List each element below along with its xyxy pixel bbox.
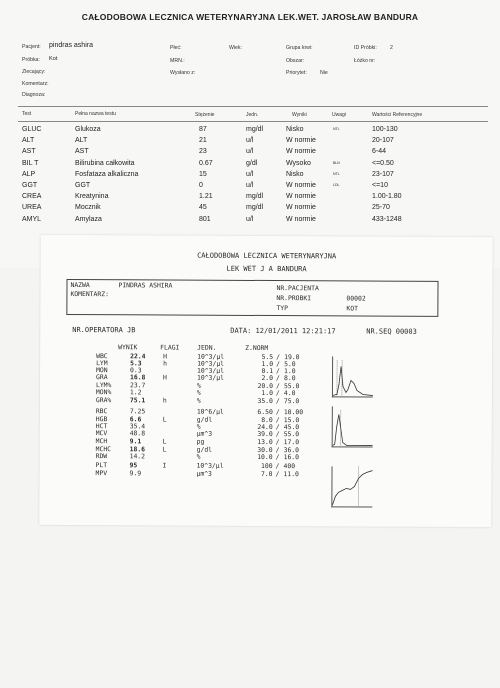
hem-flag: L — [162, 415, 167, 424]
chemistry-report-sheet — [0, 0, 500, 268]
chem-cell-conc: 15 — [199, 170, 207, 178]
hem-result: 5.3 — [130, 359, 142, 368]
hem-norm-low: 30.0 — [257, 445, 273, 455]
hem-param-name: LYM — [96, 359, 108, 368]
priorytet-label: Priorytet: — [286, 70, 307, 76]
hem-unit: 10^3/µl — [197, 352, 225, 361]
chem-cell-test: AST — [22, 148, 36, 156]
table-top-rule — [18, 106, 488, 107]
zlecajacy-label: Zlecający: — [22, 69, 46, 75]
hem-unit: 10^3/µl — [197, 359, 225, 368]
hem-result: 35.4 — [129, 422, 146, 431]
hem-result: 23.7 — [129, 381, 146, 390]
hem-norm-low: 5.5 — [261, 352, 274, 362]
nr-pacjenta-label: NR.PACJENTA — [276, 284, 319, 293]
hem-flag: H — [162, 373, 167, 382]
hem-flag: H — [163, 352, 168, 361]
hem-norm-sep: / — [275, 430, 280, 439]
chem-cell-name: Glukoza — [75, 126, 101, 133]
chem-cell-note: BLN — [333, 160, 340, 165]
hem-norm-sep: / — [275, 470, 280, 479]
chem-cell-result: Nisko — [286, 126, 304, 133]
hem-unit: % — [196, 381, 201, 390]
hem-norm-low: 100 — [260, 461, 273, 471]
hem-norm-high: 15.0 — [283, 416, 300, 425]
chem-cell-name: Amylaza — [75, 215, 102, 223]
hem-norm-sep: / — [275, 446, 280, 455]
hem-norm-sep: / — [275, 438, 280, 447]
pacjent-label: Pacjent: — [22, 44, 41, 50]
lozko-label: Łóżko nr: — [354, 58, 376, 64]
chem-cell-name: Bilirubina całkowita — [75, 159, 135, 167]
hem-param-name: WBC — [96, 352, 108, 361]
hem-norm-high: 17.0 — [283, 438, 300, 447]
hem-unit: % — [196, 452, 201, 461]
chem-cell-test: GLUC — [22, 126, 42, 133]
hem-param-name: LYM% — [95, 381, 112, 390]
hem-norm-sep: / — [275, 423, 280, 432]
hem-unit: 10^3/µl — [196, 373, 224, 382]
hem-col-jedn: JEDN. — [197, 343, 217, 352]
hem-norm-low: 24.0 — [257, 422, 273, 432]
hem-norm-low: 13.0 — [257, 437, 273, 447]
hem-unit: 10^3/µl — [196, 461, 224, 470]
chem-cell-test: GGT — [22, 182, 38, 189]
chem-cell-ref: 100-130 — [372, 126, 398, 133]
col-header-unit: Jedn. — [246, 112, 259, 118]
chem-cell-test: ALT — [22, 137, 35, 145]
hem-unit: 10^6/µl — [196, 407, 224, 416]
hem-result: 7.25 — [129, 407, 146, 416]
obszar-label: Obszar: — [286, 58, 305, 64]
chem-cell-conc: 45 — [199, 204, 207, 212]
hem-norm-high: 55.0 — [283, 430, 300, 439]
chem-cell-note: NTL — [333, 127, 340, 131]
wyslano-label: Wysłano z: — [170, 70, 196, 76]
hem-col-znorm: Z.NORM — [245, 343, 269, 353]
chem-cell-conc: 0.67 — [199, 159, 213, 167]
chem-cell-unit: u/l — [246, 148, 254, 156]
hem-norm-high: 11.0 — [283, 470, 299, 479]
hem-param-name: MON — [96, 366, 108, 375]
id-probki-label: ID Próbki: — [354, 45, 377, 51]
hem-norm-sep: / — [275, 416, 280, 425]
printout-title-2: LEK WET J A BANDURA — [226, 264, 307, 274]
hem-param-name: HCT — [95, 422, 108, 431]
hem-norm-sep: / — [275, 462, 280, 471]
nazwa-value: PINDRAS ASHIRA — [118, 281, 173, 290]
hem-result: 22.4 — [130, 352, 146, 361]
col-header-note: Uwagi — [332, 112, 346, 118]
chem-cell-result: W normie — [286, 204, 316, 212]
hem-norm-high: 45.0 — [283, 423, 300, 432]
hem-result: 18.6 — [129, 445, 146, 454]
col-header-test: Test — [22, 111, 32, 117]
chem-cell-name: Fosfataza alkaliczna — [75, 170, 139, 178]
hem-result: 9.1 — [129, 437, 142, 446]
hem-norm-low: 0.1 — [261, 366, 274, 376]
hem-result: 0.3 — [130, 366, 142, 375]
chem-cell-ref: 20-107 — [372, 137, 394, 145]
col-header-conc: Stężenie — [195, 112, 215, 118]
hem-flag: h — [163, 359, 167, 368]
hem-norm-low: 10.0 — [257, 452, 273, 462]
chem-cell-note: LDL — [333, 183, 340, 187]
hem-norm-low: 1.0 — [261, 388, 273, 398]
chem-cell-note: NTL — [333, 171, 340, 176]
hem-param-name: GRA% — [95, 396, 112, 405]
diagnoza-label: Diagnoza: — [22, 92, 46, 98]
hem-norm-high: 19.0 — [284, 353, 300, 362]
komentarz-label: Komentarz: — [22, 81, 49, 87]
hem-unit: 10^3/µl — [197, 366, 225, 375]
hem-norm-high: 4.0 — [283, 389, 296, 398]
chem-cell-unit: g/dl — [246, 159, 258, 167]
chem-cell-ref: 6-44 — [372, 148, 387, 156]
hem-param-name: MCV — [95, 429, 108, 438]
chem-cell-conc: 0 — [199, 182, 203, 189]
chem-cell-ref: 23-107 — [372, 170, 394, 178]
hem-result: 95 — [129, 461, 138, 470]
hem-norm-sep: / — [276, 360, 280, 369]
chem-cell-conc: 87 — [199, 126, 207, 133]
mrn-label: MRN.: — [170, 58, 185, 64]
hem-norm-low: 20.0 — [257, 381, 273, 391]
chem-cell-unit: u/l — [246, 137, 254, 145]
hem-param-name: MCHC — [95, 445, 112, 454]
nr-probki-value: 00002 — [346, 294, 366, 303]
chem-cell-result: W normie — [286, 182, 316, 189]
chem-cell-conc: 801 — [199, 215, 211, 223]
grupa-krwi-label: Grupa krwi: — [286, 45, 313, 51]
nazwa-label: NAZWA — [70, 280, 90, 290]
chem-cell-test: AMYL — [22, 215, 42, 223]
hem-result: 16.8 — [129, 373, 146, 382]
chem-cell-unit: u/l — [246, 215, 254, 223]
chem-cell-conc: 21 — [199, 137, 207, 145]
nr-probki-label: NR.PROBKI — [276, 294, 312, 303]
hem-norm-sep: / — [276, 367, 280, 376]
wiek-label: Wiek: — [229, 45, 242, 51]
hem-norm-low: 1.0 — [261, 359, 274, 369]
hem-unit: µm^3 — [196, 469, 212, 478]
chem-cell-result: Wysoko — [286, 159, 311, 167]
hem-flag: I — [162, 461, 167, 470]
hem-unit: µm^3 — [196, 429, 213, 438]
hem-norm-high: 1.0 — [284, 367, 296, 376]
chem-cell-unit: mg/dl — [246, 193, 264, 201]
hem-norm-high: 36.0 — [283, 446, 300, 455]
date-line: DATA: 12/01/2011 12:21:17 — [230, 326, 336, 336]
hem-norm-sep: / — [275, 374, 280, 383]
plec-label: Płeć: — [170, 45, 182, 51]
hem-norm-high: 16.0 — [283, 453, 300, 462]
hem-norm-low: 39.0 — [257, 429, 273, 439]
chem-cell-test: UREA — [22, 204, 42, 212]
hem-flag: L — [162, 437, 167, 446]
chem-cell-conc: 23 — [199, 148, 207, 156]
hem-param-name: MON% — [95, 388, 112, 397]
col-header-name: Pełna nazwa testu — [75, 111, 116, 117]
hem-norm-sep: / — [275, 382, 280, 391]
chem-cell-ref: 1.00-1.80 — [372, 193, 402, 201]
chem-cell-ref: <=0.50 — [372, 159, 394, 167]
chem-cell-result: W normie — [286, 148, 316, 156]
chem-cell-result: W normie — [286, 193, 316, 201]
hem-flag: h — [162, 396, 167, 405]
hem-result: 6.6 — [129, 415, 142, 424]
chem-cell-name: GGT — [75, 182, 91, 189]
chem-cell-result: Nisko — [286, 170, 304, 178]
hem-norm-sep: / — [275, 408, 280, 417]
probka-value: Kot — [49, 56, 58, 62]
hem-norm-sep: / — [275, 397, 280, 406]
probka-label: Próbka: — [22, 57, 40, 63]
hem-param-name: RBC — [95, 407, 108, 416]
chem-cell-name: ALT — [75, 137, 88, 145]
hem-norm-high: 8.0 — [283, 374, 296, 383]
id-probki-value: 2 — [390, 45, 393, 51]
hem-param-name: GRA — [95, 373, 108, 382]
hem-flag: L — [162, 445, 167, 454]
chem-cell-conc: 1.21 — [199, 193, 213, 201]
chem-cell-unit: u/l — [246, 170, 254, 178]
hem-norm-sep: / — [275, 453, 280, 462]
printout-title-1: CAŁODOBOWA LECZNICA WETERYNARYJNA — [197, 251, 337, 261]
hematology-printout — [39, 235, 493, 527]
chem-cell-ref: 25-70 — [372, 204, 390, 212]
hem-result: 48.8 — [129, 429, 146, 438]
hem-norm-sep: / — [275, 389, 280, 398]
hem-result: 14.2 — [129, 452, 146, 461]
col-header-ref: Wartości Referencyjne — [372, 112, 423, 118]
chem-cell-ref: 433-1248 — [372, 215, 402, 223]
chem-cell-unit: u/l — [246, 182, 254, 189]
hem-col-wynik: WYNIK — [118, 343, 138, 352]
hem-norm-low: 35.0 — [257, 396, 273, 406]
hem-norm-high: 400 — [283, 462, 296, 471]
hem-norm-high: 10.00 — [283, 408, 304, 417]
hem-norm-low: 6.50 — [257, 407, 273, 417]
chem-cell-unit: mg/dl — [246, 204, 264, 212]
priorytet-value: Nie — [320, 70, 328, 76]
chem-cell-result: W normie — [286, 137, 316, 145]
komentarz-label: KOMENTARZ: — [70, 289, 109, 299]
chem-cell-test: ALP — [22, 170, 36, 178]
operator-line: NR.OPERATORA JB — [72, 325, 136, 335]
hem-result: 75.1 — [129, 396, 146, 405]
chem-cell-name: Mocznik — [75, 204, 101, 212]
hem-norm-sep: / — [276, 353, 281, 362]
hem-unit: g/dl — [196, 445, 213, 454]
hem-param-name: RDW — [95, 452, 108, 461]
hem-unit: % — [196, 388, 201, 397]
wbc-histogram — [332, 356, 373, 397]
typ-label: TYP — [276, 304, 288, 313]
chem-cell-ref: <=10 — [372, 182, 388, 189]
hem-param-name: HGB — [95, 415, 108, 424]
hem-norm-high: 75.0 — [283, 397, 300, 406]
chem-cell-result: W normie — [286, 215, 316, 223]
hem-unit: pg — [196, 437, 205, 446]
hem-norm-high: 5.0 — [284, 360, 296, 369]
rbc-histogram — [332, 406, 373, 447]
report-title: CAŁODOBOWA LECZNICA WETERYNARYJNA LEK.WET. JAROSŁAW BANDURA — [81, 12, 419, 22]
hem-norm-low: 8.0 — [261, 415, 273, 425]
chem-cell-test: BIL T — [22, 159, 39, 167]
chem-cell-name: Kreatynina — [75, 193, 109, 201]
seq-line: NR.SEQ 00003 — [366, 327, 417, 336]
col-header-result: Wyniki — [292, 112, 307, 118]
hem-unit: % — [196, 396, 201, 405]
plt-histogram — [331, 466, 372, 507]
chem-cell-name: AST — [75, 148, 89, 156]
hem-norm-low: 7.0 — [260, 469, 273, 479]
pacjent-value: pindras ashira — [49, 42, 93, 49]
hem-norm-high: 55.0 — [283, 382, 300, 391]
table-header-rule — [18, 121, 488, 122]
hem-unit: g/dl — [196, 415, 213, 424]
hem-result: 1.2 — [129, 388, 142, 397]
hem-param-name: MPV — [95, 469, 108, 478]
hem-param-name: MCH — [95, 437, 108, 446]
hem-col-flagi: FLAGI — [160, 343, 180, 352]
hem-norm-low: 2.0 — [261, 373, 274, 383]
hem-result: 9.9 — [129, 469, 142, 478]
chem-cell-test: CREA — [22, 193, 42, 201]
typ-value: KOT — [346, 304, 358, 313]
hem-param-name: PLT — [95, 461, 108, 470]
hem-unit: % — [196, 422, 201, 431]
chem-cell-unit: mg/dl — [246, 126, 264, 133]
